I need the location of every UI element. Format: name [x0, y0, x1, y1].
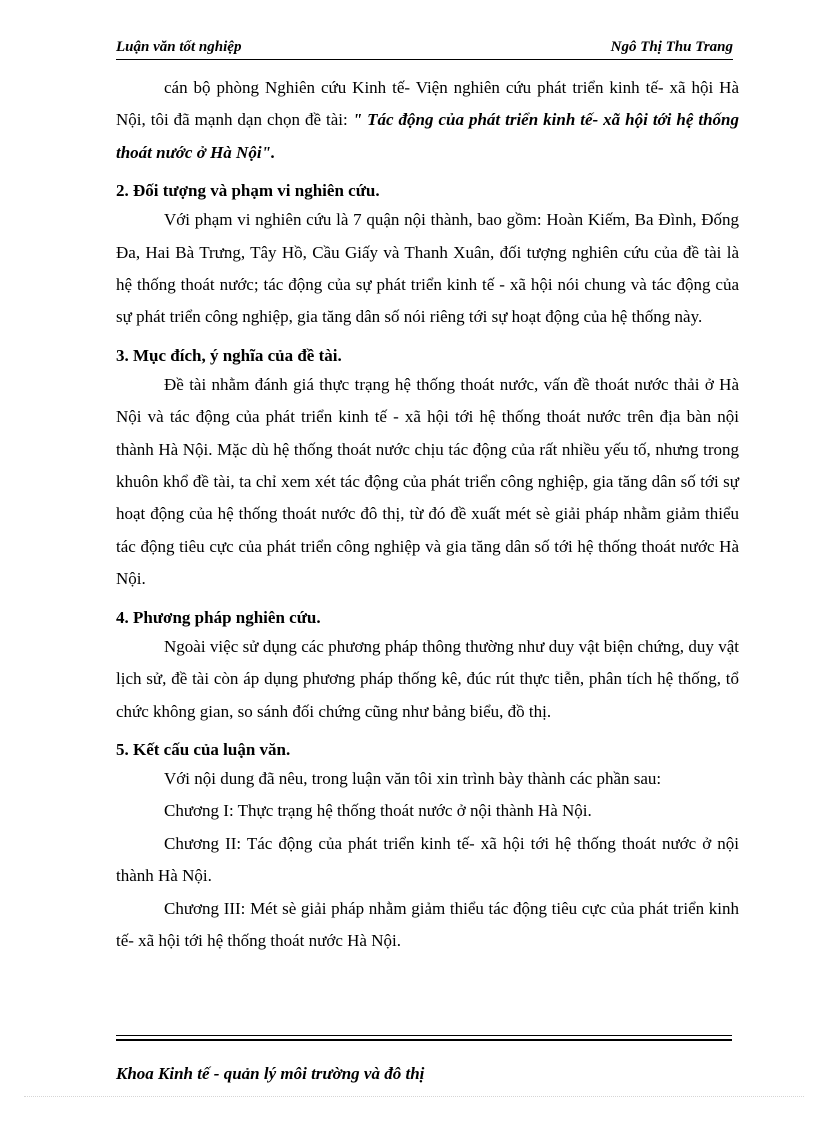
chapter-item: Chương III: Mét sè giải pháp nhằm giảm thiểu tác động tiêu cực của phát triển kinh tế- xã hội tới hệ thống thoát nước Hà Nội.	[116, 898, 739, 950]
section-heading: 5. Kết cấu của luận văn.	[116, 739, 291, 759]
page-boundary	[24, 1096, 804, 1097]
document-body	[116, 72, 739, 957]
section-heading: 3. Mục đích, ý nghĩa của đề tài.	[116, 345, 342, 365]
paragraph: Với phạm vi nghiên cứu là 7 quận nội thành, bao gồm: Hoàn Kiếm, Ba Đình, Đống Đa, Hai Bà Trưng, Tây Hồ, Cầu Giấy và Thanh Xuân, đối tượng nghiên cứu của đề tài là hệ thống thoát nước; tác động của sự phát triển kinh tế - xã hội nói chung và tác động của sự phát triển công nghiệp, gia tăng dân số nói riêng tới sự hoạt động của hệ thống này.	[116, 210, 739, 327]
page-footer: Khoa Kinh tế - quản lý môi trường và đô thị	[116, 1064, 425, 1083]
paragraph: Với nội dung đã nêu, trong luận văn tôi xin trình bày thành các phần sau:	[164, 768, 662, 788]
intro-text: cán bộ phòng Nghiên cứu Kinh tế- Viện nghiên cứu phát triển kinh tế- xã hội Hà Nội, tôi đã mạnh dạn chọn đề tài:	[116, 78, 739, 130]
paragraph: Đề tài nhằm đánh giá thực trạng hệ thống thoát nước, vấn đề thoát nước thải ở Hà Nội và tác động của phát triển kinh tế - xã hội tới hệ thống thoát nước trên địa bàn nội thành Hà Nội. Mặc dù hệ thống thoát nước chịu tác động của rất nhiều yếu tố, nhưng trong khuôn khổ đề tài, ta chỉ xem xét tác động của phát triển công nghiệp, gia tăng dân số tới sự hoạt động của hệ thống thoát nước đô thị, từ đó đề xuất mét sè giải pháp nhằm giảm thiểu tác động tiêu cực của phát triển công nghiệp và gia tăng dân số tới hệ thống thoát nước Hà Nội.	[116, 374, 739, 589]
header-thesis-label: Luận văn tốt nghiệp	[116, 39, 242, 55]
intro-paragraph	[116, 72, 739, 169]
section-heading: 4. Phương pháp nghiên cứu.	[116, 607, 321, 627]
paragraph: Ngoài việc sử dụng các phương pháp thông thường như duy vật biện chứng, duy vật lịch sử, đề tài còn áp dụng phương pháp thống kê, đúc rút thực tiễn, phân tích hệ thống, tổ chức không gian, so sánh đối chứng cũng như bảng biểu, đồ thị.	[116, 636, 739, 721]
header-author: Ngô Thị Thu Trang	[610, 39, 733, 55]
chapter-item: Chương II: Tác động của phát triển kinh tế- xã hội tới hệ thống thoát nước ở nội thành Hà Nội.	[116, 833, 739, 886]
footer-divider	[116, 1035, 732, 1036]
header-divider	[116, 59, 733, 60]
section-heading: 2. Đối tượng và phạm vi nghiên cứu.	[116, 181, 380, 201]
chapter-item: Chương I: Thực trạng hệ thống thoát nước ở nội thành Hà Nội.	[164, 801, 592, 821]
thesis-topic: " Tác động của phát triển kinh tế- xã hội tới hệ thống thoát nước ở Hà Nội".	[116, 110, 739, 162]
footer-divider-thick	[116, 1039, 732, 1041]
